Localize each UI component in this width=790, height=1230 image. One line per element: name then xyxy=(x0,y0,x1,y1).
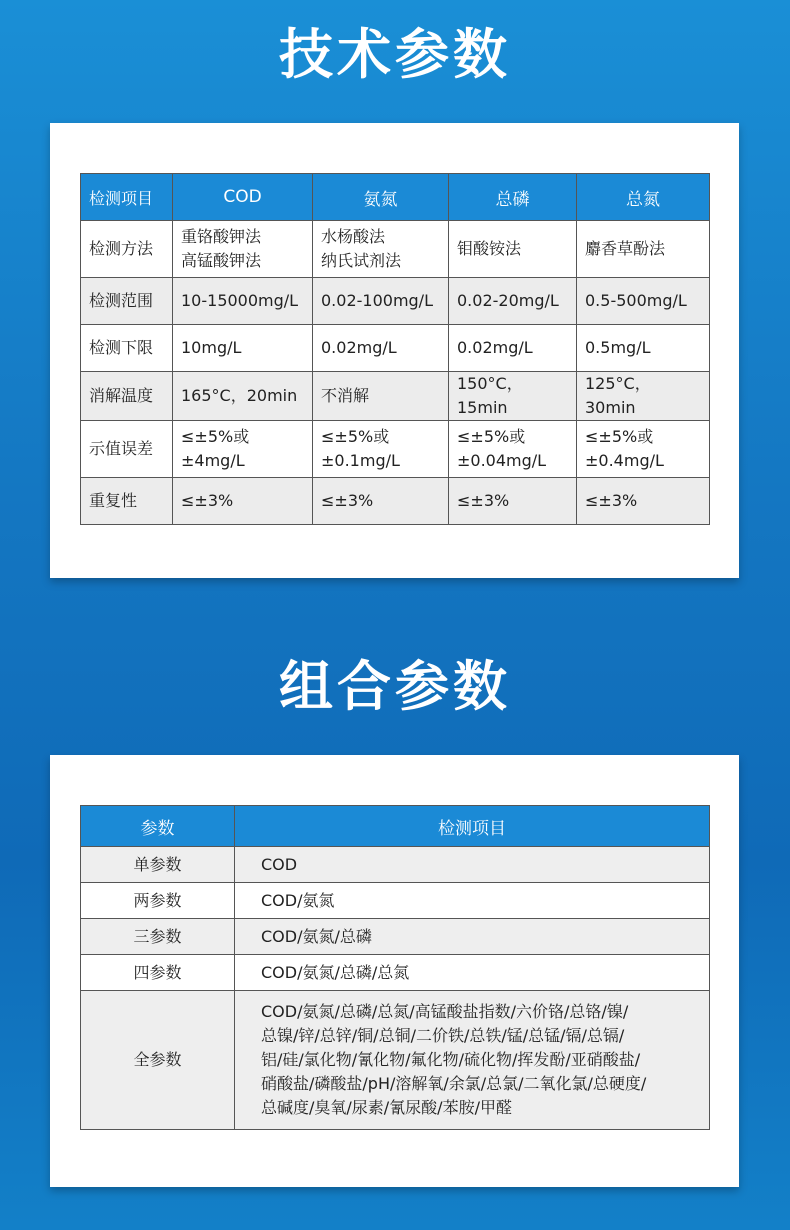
table-cell: 10mg/L xyxy=(173,325,313,372)
header-cell: COD xyxy=(173,174,313,221)
row-label: 四参数 xyxy=(81,955,235,991)
table-row xyxy=(81,325,710,372)
table-row xyxy=(81,221,710,278)
header-cell: 检测项目 xyxy=(235,806,710,847)
table-cell: 10-15000mg/L xyxy=(173,278,313,325)
row-label: 示值误差 xyxy=(81,421,173,478)
table-row xyxy=(81,372,710,421)
table-cell: 不消解 xyxy=(313,372,449,421)
table-cell: 125°C，30min xyxy=(577,372,710,421)
table-cell: COD/氨氮 xyxy=(235,883,710,919)
table-row xyxy=(81,991,710,1130)
table-cell: 0.02mg/L xyxy=(313,325,449,372)
table-row xyxy=(81,883,710,919)
tech-params-card xyxy=(50,123,739,578)
header-cell: 检测项目 xyxy=(81,174,173,221)
table-cell: 0.02mg/L xyxy=(449,325,577,372)
table-cell: 165°C，20min xyxy=(173,372,313,421)
table-cell: ≤±3% xyxy=(173,478,313,525)
table-row xyxy=(81,278,710,325)
table-row xyxy=(81,919,710,955)
table-cell: ≤±5%或 ±4mg/L xyxy=(173,421,313,478)
table-cell: 麝香草酚法 xyxy=(577,221,710,278)
table-header-row xyxy=(81,806,710,847)
table-cell: ≤±5%或 ±0.1mg/L xyxy=(313,421,449,478)
row-label: 全参数 xyxy=(81,991,235,1130)
table-cell: 0.5mg/L xyxy=(577,325,710,372)
table-cell: ≤±5%或 ±0.04mg/L xyxy=(449,421,577,478)
row-label: 两参数 xyxy=(81,883,235,919)
table-row xyxy=(81,478,710,525)
header-cell: 参数 xyxy=(81,806,235,847)
row-label: 单参数 xyxy=(81,847,235,883)
table-cell: 150°C，15min xyxy=(449,372,577,421)
combo-params-card xyxy=(50,755,739,1187)
header-cell: 总氮 xyxy=(577,174,710,221)
table-cell: ≤±3% xyxy=(577,478,710,525)
table-cell: 重铬酸钾法 高锰酸钾法 xyxy=(173,221,313,278)
table-cell: COD/氨氮/总磷/总氮/高锰酸盐指数/六价铬/总铬/镍/ 总镍/锌/总锌/铜/总铜/二价铁/总铁/锰/总锰/镉/总镉/ 铝/硅/氯化物/氰化物/氟化物/硫化物/挥发酚/亚硝酸盐/ 硝酸盐/磷酸盐/pH/溶解氧/余氯/总氯/二氧化氯/总硬度/ 总碱度/臭氧/尿素/氰尿酸/苯胺/甲醛 xyxy=(235,991,710,1130)
table-cell: ≤±3% xyxy=(313,478,449,525)
row-label: 检测下限 xyxy=(81,325,173,372)
row-label: 重复性 xyxy=(81,478,173,525)
tech-params-table xyxy=(80,173,710,525)
header-cell: 总磷 xyxy=(449,174,577,221)
table-cell: 水杨酸法 纳氏试剂法 xyxy=(313,221,449,278)
table-header-row xyxy=(81,174,710,221)
row-label: 三参数 xyxy=(81,919,235,955)
row-label: 检测范围 xyxy=(81,278,173,325)
combo-params-title: 组合参数 xyxy=(279,655,511,718)
combo-params-table xyxy=(80,805,710,1130)
row-label: 消解温度 xyxy=(81,372,173,421)
table-cell: ≤±3% xyxy=(449,478,577,525)
table-cell: 钼酸铵法 xyxy=(449,221,577,278)
table-cell: COD/氨氮/总磷 xyxy=(235,919,710,955)
table-cell: 0.02-20mg/L xyxy=(449,278,577,325)
table-row xyxy=(81,421,710,478)
header-cell: 氨氮 xyxy=(313,174,449,221)
table-cell: 0.5-500mg/L xyxy=(577,278,710,325)
table-row xyxy=(81,847,710,883)
table-row xyxy=(81,955,710,991)
table-cell: ≤±5%或 ±0.4mg/L xyxy=(577,421,710,478)
row-label: 检测方法 xyxy=(81,221,173,278)
table-cell: COD/氨氮/总磷/总氮 xyxy=(235,955,710,991)
table-cell: 0.02-100mg/L xyxy=(313,278,449,325)
table-cell: COD xyxy=(235,847,710,883)
tech-params-title: 技术参数 xyxy=(279,23,511,86)
